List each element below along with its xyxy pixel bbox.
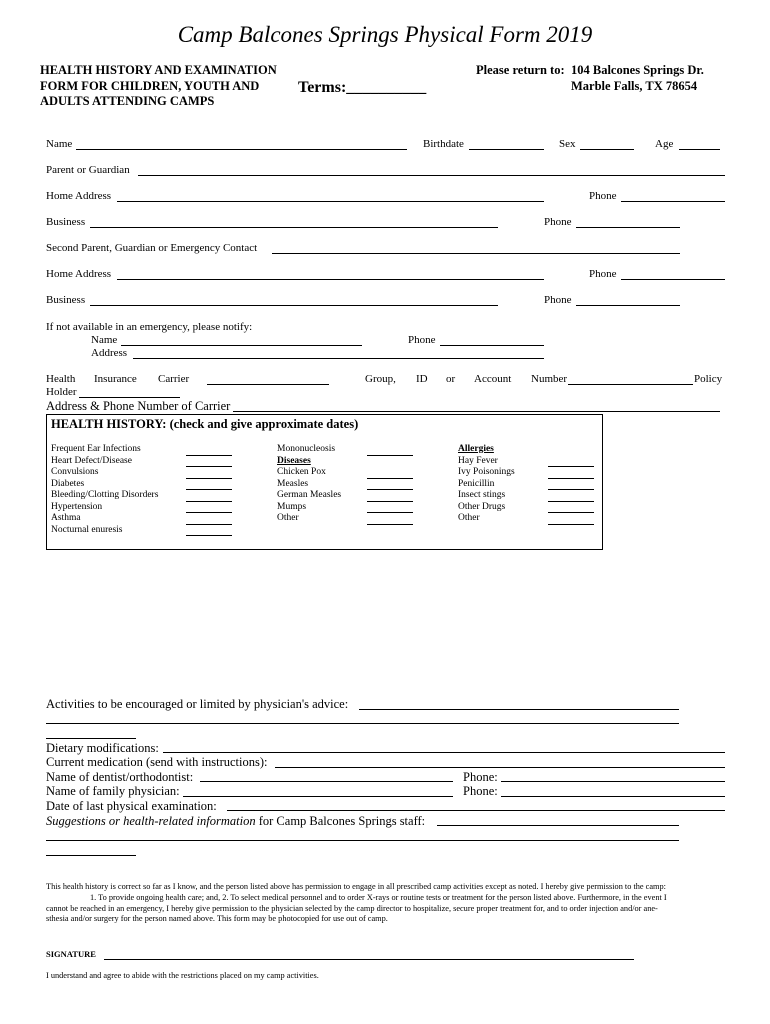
phone-label: Phone <box>544 216 572 228</box>
return-label: Please return to: <box>476 63 565 77</box>
holder-field[interactable] <box>79 397 180 398</box>
date-blank[interactable] <box>186 489 232 490</box>
consent-line: 1. To provide ongoing health care; and, 2. To select medical personnel and to order X-rays or routine tests or treatment for the person listed above. Furthermore, in the event I <box>90 893 667 902</box>
insurance-word: Policy <box>694 373 723 385</box>
phone-label: Phone <box>408 334 436 346</box>
physician-field[interactable] <box>183 796 453 797</box>
emergency-address-field[interactable] <box>133 358 544 359</box>
insurance-word: Group, <box>365 373 396 385</box>
terms-label: Terms:__________ <box>298 79 427 96</box>
condition-label: Convulsions <box>51 467 99 477</box>
dentist-phone-field[interactable] <box>501 781 725 782</box>
birthdate-label: Birthdate <box>423 138 464 150</box>
date-blank[interactable] <box>186 535 232 536</box>
business-label: Business <box>46 216 86 228</box>
carrier-address-field[interactable] <box>233 411 720 412</box>
parent-field[interactable] <box>138 175 725 176</box>
consent-line: cannot be reached in an emergency, I hereby give permission to the physician selected by the camp director to hospitalize, secure proper treatment for, and to order injection and/or ane- <box>46 904 658 913</box>
date-blank[interactable] <box>548 489 594 490</box>
allergy-label: Penicillin <box>458 478 495 489</box>
condition-label: Diabetes <box>51 478 85 489</box>
home-address-label: Home Address <box>46 268 112 280</box>
name-field[interactable] <box>76 149 407 150</box>
emergency-notify-label: If not available in an emergency, please notify: <box>46 321 253 333</box>
date-blank[interactable] <box>548 466 594 467</box>
allergy-label: Other Drugs <box>458 501 506 512</box>
dentist-label: Name of dentist/orthodontist: <box>46 770 194 784</box>
medication-label: Current medication (send with instructions): <box>46 755 268 769</box>
business-phone-field[interactable] <box>576 227 680 228</box>
activities-label: Activities to be encouraged or limited by physician's advice: <box>46 697 349 711</box>
physician-phone-label: Phone: <box>463 784 498 798</box>
condition-label: Mononucleosis <box>277 444 336 454</box>
age-label: Age <box>655 138 674 150</box>
form-title: Camp Balcones Springs Physical Form 2019 <box>177 22 593 47</box>
last-exam-label: Date of last physical examination: <box>46 799 217 813</box>
return-address-1: 104 Balcones Springs Dr. <box>571 63 704 77</box>
allergy-label: Insect stings <box>458 490 506 500</box>
emergency-phone-field[interactable] <box>440 345 544 346</box>
insurance-word: Carrier <box>158 373 190 385</box>
carrier-address-label: Address & Phone Number of Carrier <box>46 399 231 413</box>
signature-label: SIGNATURE <box>46 949 96 959</box>
condition-label: Nocturnal enuresis <box>51 524 123 535</box>
second-parent-label: Second Parent, Guardian or Emergency Contact <box>46 242 258 254</box>
date-blank[interactable] <box>367 455 413 456</box>
condition-label: Hypertension <box>51 501 103 512</box>
dietary-field[interactable] <box>163 752 725 753</box>
physician-phone-field[interactable] <box>501 796 725 797</box>
holder-label: Holder <box>46 386 77 398</box>
allergy-label: Hay Fever <box>458 455 498 466</box>
date-blank[interactable] <box>186 478 232 479</box>
insurance-word: Health <box>46 373 76 385</box>
medication-field[interactable] <box>275 767 725 768</box>
condition-label: Measles <box>277 478 309 489</box>
phone-label: Phone <box>589 190 617 202</box>
header-line: HEALTH HISTORY AND EXAMINATION <box>40 63 277 77</box>
condition-label: Asthma <box>51 513 81 523</box>
date-blank[interactable] <box>186 466 232 467</box>
condition-label: German Measles <box>277 490 342 500</box>
sex-label: Sex <box>559 138 576 150</box>
health-history-title: HEALTH HISTORY: (check and give approximate dates) <box>51 417 359 431</box>
condition-label: Bleeding/Clotting Disorders <box>51 490 159 500</box>
name-label: Name <box>46 138 73 150</box>
signature-field[interactable] <box>104 959 634 960</box>
birthdate-field[interactable] <box>469 149 544 150</box>
condition-label: Heart Defect/Disease <box>51 455 132 466</box>
home-address-field[interactable] <box>117 201 544 202</box>
emergency-address-label: Address <box>91 347 128 359</box>
allergy-label: Ivy Poisonings <box>458 467 515 477</box>
home-phone-field[interactable] <box>621 201 725 202</box>
suggestions-label <box>46 814 425 829</box>
business-2-field[interactable] <box>90 305 498 306</box>
second-parent-field[interactable] <box>272 253 680 254</box>
business-label: Business <box>46 294 86 306</box>
form-header-left <box>40 63 277 110</box>
date-blank[interactable] <box>186 501 232 502</box>
dietary-label: Dietary modifications: <box>46 741 159 755</box>
home-address-2-field[interactable] <box>117 279 544 280</box>
date-blank[interactable] <box>548 478 594 479</box>
header-line: FORM FOR CHILDREN, YOUTH AND <box>40 78 260 93</box>
consent-line: sthesia and/or surgery for the person named above. This form may be photocopied for use out of camp. <box>46 914 388 923</box>
consent-line: This health history is correct so far as I know, and the person listed above has permission to engage in all prescribed camp activities except as noted. I hereby give permission to the camp: <box>46 882 666 891</box>
agreement-text: I understand and agree to abide with the restrictions placed on my camp activities. <box>46 971 319 980</box>
header-line: ADULTS ATTENDING CAMPS <box>40 94 215 108</box>
home-address-label: Home Address <box>46 190 112 202</box>
date-blank[interactable] <box>548 512 594 513</box>
activities-field[interactable] <box>359 709 679 710</box>
activities-field-2[interactable] <box>46 723 679 724</box>
date-blank[interactable] <box>548 501 594 502</box>
condition-label: Frequent Ear Infections <box>51 444 141 454</box>
phone-label: Phone <box>589 268 617 280</box>
suggestions-field-3[interactable] <box>46 855 136 856</box>
suggestions-italic: Suggestions or health-related information <box>46 814 256 828</box>
dentist-phone-label: Phone: <box>463 770 498 784</box>
suggestions-field-2[interactable] <box>46 840 679 841</box>
insurance-word: Account <box>474 373 512 385</box>
diseases-heading: Diseases <box>277 455 311 466</box>
history-col1 <box>51 444 158 536</box>
physician-label: Name of family physician: <box>46 784 180 798</box>
history-col3 <box>458 444 515 525</box>
insurance-word: Insurance <box>94 373 137 385</box>
sex-field[interactable] <box>580 149 634 150</box>
date-blank[interactable] <box>367 489 413 490</box>
allergies-heading: Allergies <box>458 444 494 454</box>
business-field[interactable] <box>90 227 498 228</box>
home-phone-2-field[interactable] <box>621 279 725 280</box>
parent-label: Parent or Guardian <box>46 164 130 176</box>
last-exam-field[interactable] <box>227 810 725 811</box>
activities-field-3[interactable] <box>46 738 136 739</box>
condition-label: Mumps <box>277 501 307 512</box>
account-number-field[interactable] <box>568 384 693 385</box>
date-blank[interactable] <box>367 512 413 513</box>
date-blank[interactable] <box>367 501 413 502</box>
phone-label: Phone <box>544 294 572 306</box>
insurance-word: Number <box>531 373 568 385</box>
suggestions-field[interactable] <box>437 825 679 826</box>
carrier-field[interactable] <box>207 384 329 385</box>
date-blank[interactable] <box>186 455 232 456</box>
condition-label: Chicken Pox <box>277 467 326 477</box>
allergy-label: Other <box>458 513 480 523</box>
date-blank[interactable] <box>186 512 232 513</box>
history-col2 <box>277 444 341 525</box>
emergency-name-label: Name <box>91 334 118 346</box>
date-blank[interactable] <box>548 524 594 525</box>
date-blank[interactable] <box>367 478 413 479</box>
date-blank[interactable] <box>367 524 413 525</box>
emergency-name-field[interactable] <box>121 345 362 346</box>
insurance-word: or <box>446 373 456 385</box>
age-field[interactable] <box>679 149 720 150</box>
date-blank[interactable] <box>186 524 232 525</box>
insurance-word: ID <box>416 373 428 385</box>
return-address-2: Marble Falls, TX 78654 <box>571 79 698 93</box>
condition-label: Other <box>277 513 299 523</box>
suggestions-rest: for Camp Balcones Springs staff: <box>258 814 426 828</box>
business-phone-2-field[interactable] <box>576 305 680 306</box>
dentist-field[interactable] <box>200 781 453 782</box>
